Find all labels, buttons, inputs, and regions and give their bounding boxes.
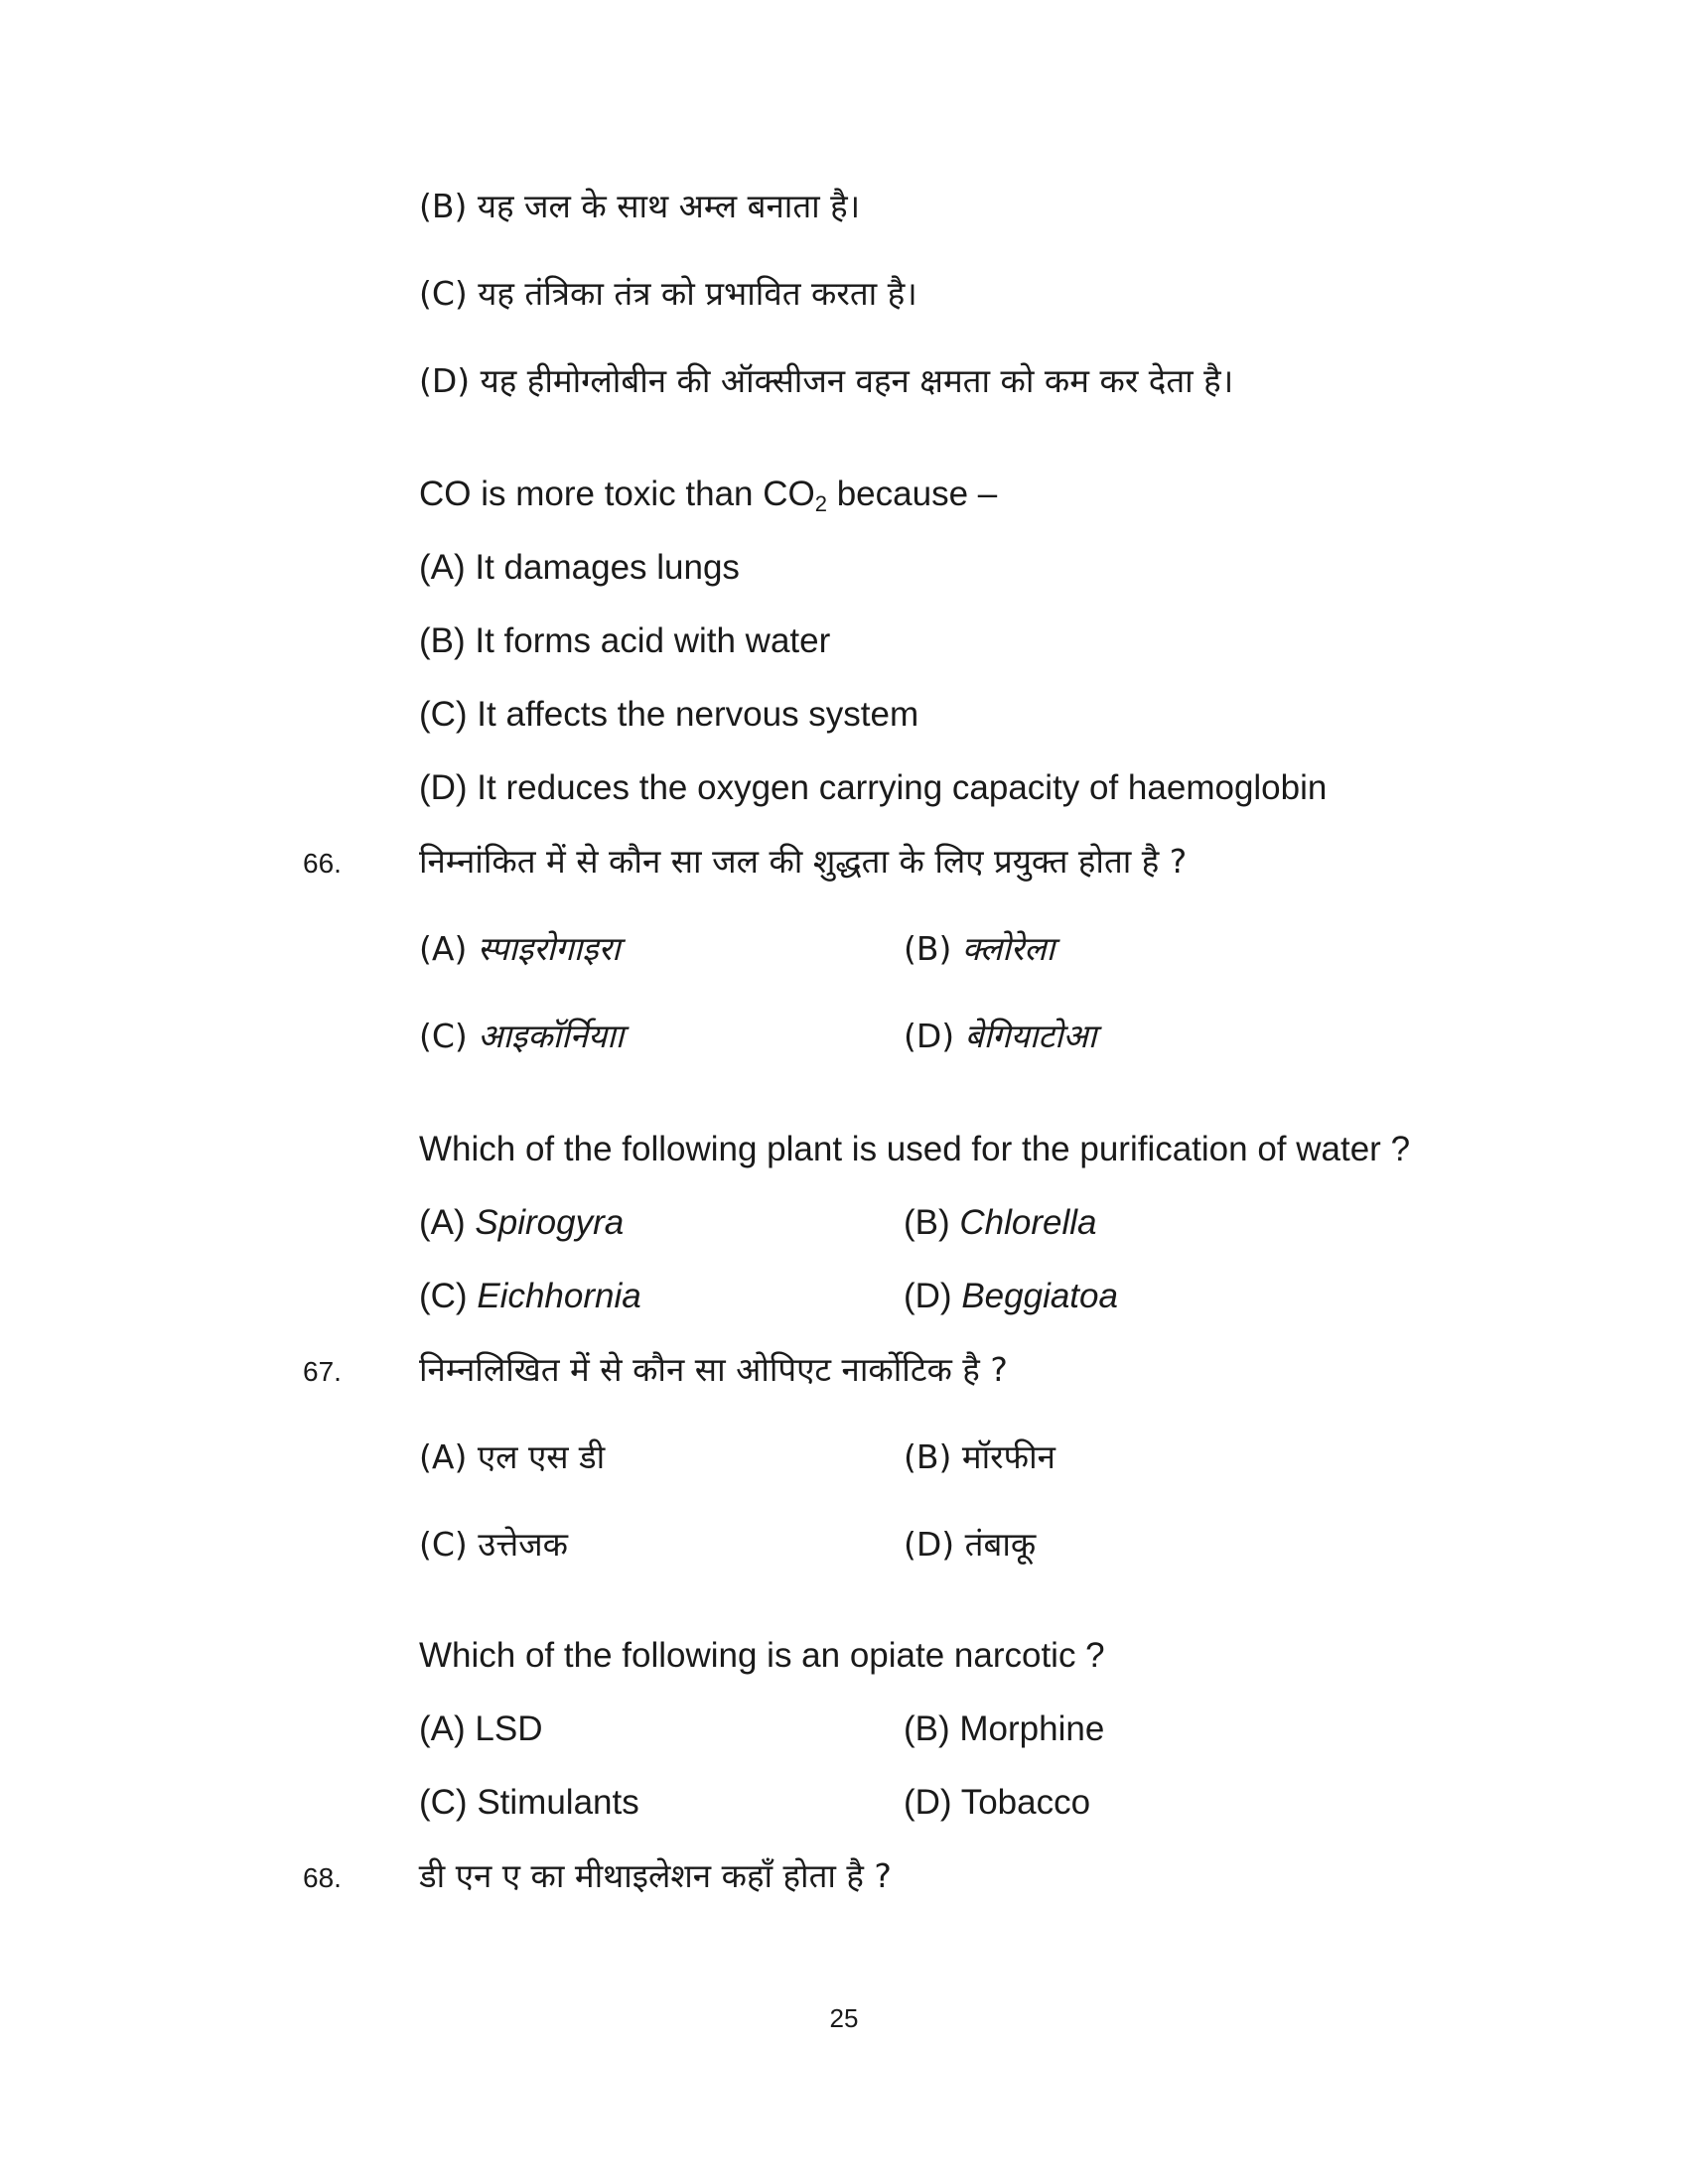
q66-hindi-stem: निम्नांकित में से कौन सा जल की शुद्धता के लिए प्रयुक्त होता है ? (419, 842, 1188, 881)
q67-english-option-b: (B) Morphine (904, 1709, 1105, 1748)
q67-hindi-option-a: (A) एल एस डी (419, 1437, 606, 1476)
q67-english-option-a: (A) LSD (419, 1709, 543, 1748)
q66-hindi-option-c: (C) आइकॉर्नियाा (419, 1017, 625, 1055)
question-number: 67. (303, 1356, 342, 1387)
prev-english-option-c: (C) It affects the nervous system (419, 695, 919, 734)
prev-english-stem: CO is more toxic than $CO_2$ because – (419, 475, 998, 516)
q67-english-option-d: (D) Tobacco (904, 1783, 1091, 1822)
q66-english-option-c: (C) Eichhornia (419, 1277, 641, 1315)
prev-hindi-option-b: (B) यह जल के साथ अम्ल बनाता है। (419, 187, 861, 225)
prev-english-option-b: (B) It forms acid with water (419, 621, 831, 660)
q67-hindi-option-d: (D) तंबाकू (904, 1525, 1037, 1564)
prev-hindi-option-d: (D) यह हीमोग्लोबीन की ऑक्सीजन वहन क्षमता को कम कर देता है। (419, 361, 1234, 400)
prev-hindi-option-c: (C) यह तंत्रिका तंत्र को प्रभावित करता है। (419, 274, 917, 313)
prev-english-option-d: (D) It reduces the oxygen carrying capacity of haemoglobin (419, 768, 1328, 807)
q67-hindi-option-c: (C) उत्तेजक (419, 1525, 569, 1564)
question-number: 68. (303, 1862, 342, 1893)
q67-english-stem: Which of the following is an opiate narcotic ? (419, 1636, 1105, 1675)
page-number: 25 (829, 2003, 859, 2033)
q67-english-option-c: (C) Stimulants (419, 1783, 639, 1822)
q66-hindi-option-d: (D) बेगियाटोआ (904, 1017, 1097, 1055)
q67-hindi-stem: निम्नलिखित में से कौन सा ओपिएट नार्कोटिक है ? (419, 1350, 1008, 1389)
q66-english-option-d: (D) Beggiatoa (904, 1277, 1118, 1315)
q66-hindi-option-b: (B) क्लोरेला (904, 929, 1055, 968)
q66-english-option-a: (A) Spirogyra (419, 1203, 625, 1242)
q67-hindi-option-b: (B) मॉरफीन (904, 1437, 1055, 1476)
q68-hindi-stem: डी एन ए का मीथाइलेशन कहाँ होता है ? (419, 1856, 892, 1895)
prev-english-option-a: (A) It damages lungs (419, 548, 740, 587)
question-number: 66. (303, 848, 342, 879)
q66-hindi-option-a: (A) स्पाइरोगाइरा (419, 929, 621, 968)
q66-english-option-b: (B) Chlorella (904, 1203, 1097, 1242)
q66-english-stem: Which of the following plant is used for the purification of water ? (419, 1130, 1411, 1168)
